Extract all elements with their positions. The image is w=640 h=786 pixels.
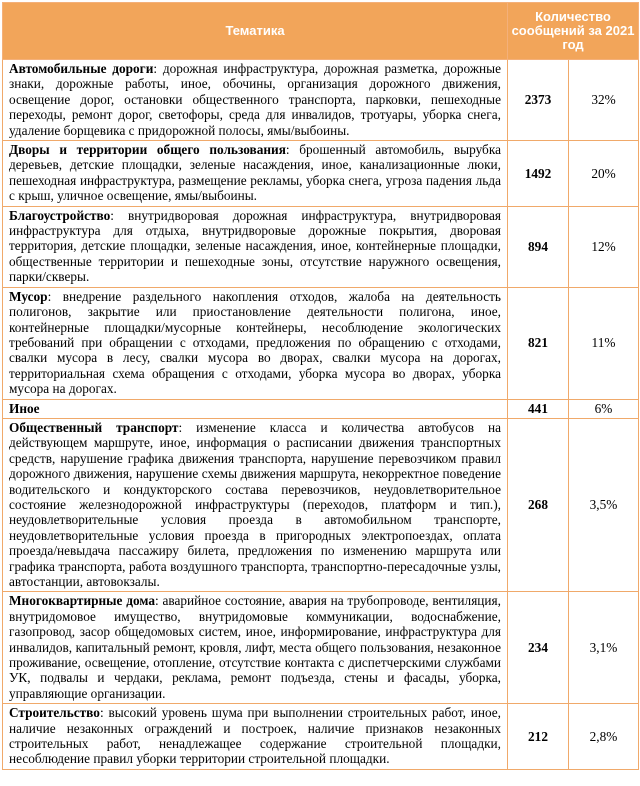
topic-cell [3,141,508,207]
topic-title: Мусор [9,288,48,304]
topic-title: Строительство [9,705,100,721]
topics-table [2,2,639,770]
topic-cell [3,60,508,141]
topic-title: Дворы и территории общего пользования [9,142,286,158]
count-cell: 212 [508,704,569,770]
count-cell: 821 [508,287,569,399]
table-row [3,141,639,207]
percent-cell: 32% [569,60,639,141]
count-cell: 234 [508,592,569,704]
topic-cell [3,704,508,770]
count-cell: 1492 [508,141,569,207]
percent-cell: 3,1% [569,592,639,704]
count-cell: 441 [508,399,569,418]
topic-title: Благоустройство [9,207,111,223]
topic-description: : внедрение раздельного накопления отходов, жалоба на деятельность полигонов, закрытие или приостановление деятельности полигона, иное, контейнерные площадки/мусорные контейнеры, несоблюдение экологических требований при обращении с отходами, предложения по обращению с отходами, свалки мусора в лесу, свалки мусора во дворах, свалки мусора на дорогах, территориальная схема обращения с отходами, уборка мусора во дворах, уборка мусора на дорогах. [9,288,501,397]
table-row [3,206,639,287]
topic-cell [3,418,508,591]
table-header-row [3,3,639,60]
table-row [3,592,639,704]
count-cell: 2373 [508,60,569,141]
count-cell: 268 [508,418,569,591]
percent-cell: 3,5% [569,418,639,591]
topic-title: Автомобильные дороги [9,61,154,76]
topic-description: : изменение класса и количества автобусов на действующем маршруте, иное, информация о расписании движения транспортных средств, нарушение графика движения транспорта, нарушение перевозчиком правил дорожного движения, нарушение схемы движения маршрута, некорректное поведение водительского и кондукторского состава перевозчиков, неудовлетворительное состояние железнодорожной инфраструктуры (переходов, платформ и тип.), неудовлетворительные условия проезда в автомобильном транспорте, неудовлетворительные условия проезда в пригородных электропоездах, оплата проезда/невыдача пассажиру билета, предложения по изменению маршрута или графика транспорта, работа воздушного транспорта, транспортно-пересадочные узлы, автостанции, автовокзалы. [9,419,501,589]
percent-cell: 11% [569,287,639,399]
topic-cell [3,592,508,704]
header-count: Количество сообщений за 2021 год [508,3,639,60]
topic-description: : брошенный автомобиль, вырубка деревьев, детские площадки, зеленые насаждения, иное, канализационные люки, пешеходная инфраструктура, размещение рекламы, уборка снега, угроза падения льда с крыш, уличное освещение, ямы/выбоины. [9,142,501,204]
percent-cell: 2,8% [569,704,639,770]
percent-cell: 6% [569,399,639,418]
topic-description: : аварийное состояние, авария на трубопроводе, вентиляция, внутридомовое имущество, внутридомовые коммуникации, водоснабжение, газопровод, засор общедомовых систем, иное, информирование, инфраструктура для инвалидов, капитальный ремонт, кровля, лифт, места общего пользования, незаконное проживание, освещение, отопление, отсутствие контакта с диспетчерскими службами УК, подвалы и чердаки, реклама, ремонт подъезда, стены и фасады, уборка, управляющие организации. [9,593,501,701]
topic-description: : дорожная инфраструктура, дорожная разметка, дорожные знаки, дорожные работы, иное, обочины, организация дорожного движения, освещение дорог, остановки общественного транспорта, парковки, пешеходные переходы, ремонт дорог, светофоры, среда для инвалидов, тротуары, уборка снега, удаление борщевика с придорожной полосы, ямы/выбоины. [9,61,501,138]
table-row [3,60,639,141]
table-row [3,418,639,591]
count-cell: 894 [508,206,569,287]
topic-title: Общественный транспорт [9,419,179,435]
percent-cell: 12% [569,206,639,287]
topic-cell [3,206,508,287]
topic-description: : внутридворовая дорожная инфраструктура, внутридворовая инфраструктура для отдыха, внутридворовые дорожные покрытия, дворовая территория, детские площадки, зеленые насаждения, иное, контейнерные площадки, общественные территории и пешеходные зоны, отсутствие наружного освещения, парки/скверы. [9,207,501,285]
topic-description: : высокий уровень шума при выполнении строительных работ, иное, наличие незаконных ограждений и построек, наличие признаков незаконных строительных работ, ненадлежащее содержание строительной площадки, несоблюдение правил уборки территории строительной площадки. [9,705,501,767]
table-row [3,704,639,770]
topic-cell [3,399,508,418]
topic-title: Многоквартирные дома [9,593,155,609]
percent-cell: 20% [569,141,639,207]
topic-title: Иное [9,400,40,416]
table-row [3,287,639,399]
table-row [3,399,639,418]
header-topic: Тематика [3,3,508,60]
topic-cell [3,287,508,399]
